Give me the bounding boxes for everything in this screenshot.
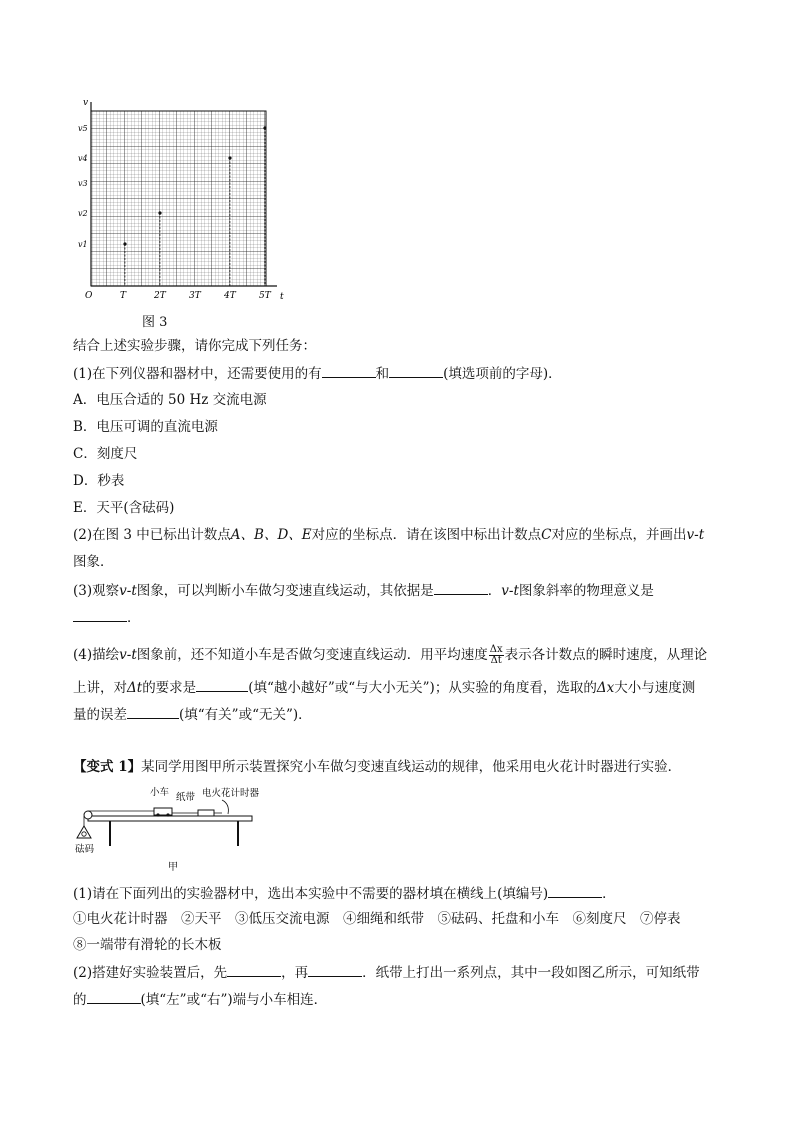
variant-question-1: (1)请在下面列出的实验器材中，选出本实验中不需要的器材填在横线上(填编号) ． xyxy=(73,883,616,904)
figure-jia-caption: 甲 xyxy=(168,862,178,872)
t5-tick: 5T xyxy=(259,291,271,301)
answer-blank[interactable] xyxy=(196,677,248,692)
weight-mass xyxy=(82,832,86,836)
question-2: (2)在图 3 中已标出计数点A、B、D、E对应的坐标点．请在该图中标出计数点C对应的坐标点，并画出v-t xyxy=(73,527,705,543)
question-3: (3)观察v-t图象，可以判断小车做匀变速直线运动，其依据是 ．v-t图象斜率的物理意义是 xyxy=(73,580,654,601)
variant-question-2: (2)搭建好实验装置后，先 ，再 ．纸带上打出一系列点，其中一段如图乙所示，可知纸带 xyxy=(73,962,700,983)
answer-blank[interactable] xyxy=(308,962,362,977)
variant-question-2-cont: 的 (填“左”或“右”)端与小车相连． xyxy=(73,989,327,1010)
answer-blank[interactable] xyxy=(389,363,443,378)
point-a xyxy=(123,242,126,245)
vt-graph xyxy=(72,94,292,306)
option-e: E．天平(含砝码) xyxy=(73,500,175,516)
board xyxy=(88,816,252,821)
figure-caption: 图 3 xyxy=(142,315,168,330)
origin-label: O xyxy=(85,291,93,301)
apparatus-figure xyxy=(72,780,262,872)
intro-text: 结合上述实验步骤，请你完成下列任务： xyxy=(73,338,316,354)
timer-label: 电火花计时器 xyxy=(202,788,260,799)
point-b xyxy=(158,211,161,214)
cart-wheel xyxy=(166,813,169,816)
answer-blank[interactable] xyxy=(548,883,602,898)
pulley xyxy=(84,811,92,819)
point-e xyxy=(263,126,266,129)
t2-tick: 2T xyxy=(154,291,166,301)
v3-tick: v3 xyxy=(78,179,88,188)
equipment-list: ①电火花计时器 ②天平 ③低压交流电源 ④细绳和纸带 ⑤砝码、托盘和小车 ⑥刻度尺 ⑦停表 xyxy=(73,911,681,927)
answer-blank[interactable] xyxy=(227,962,281,977)
v1-tick: v1 xyxy=(78,240,88,249)
question-3-cont: ． xyxy=(73,607,141,628)
t1-tick: T xyxy=(120,291,127,301)
question-4-cont: 上讲，对Δt的要求是 (填“越小越好”或“与大小无关”)；从实验的角度看，选取的Δx大小与速度测 xyxy=(73,677,695,698)
option-b: B．电压可调的直流电源 xyxy=(73,419,218,435)
weight-label: 砝码 xyxy=(75,844,95,855)
option-a: A．电压合适的 50 Hz 交流电源 xyxy=(73,392,267,408)
tape-label: 纸带 xyxy=(176,792,196,803)
t3-tick: 3T xyxy=(189,291,201,301)
t-axis-label: t xyxy=(280,292,284,302)
equipment-list-cont: ⑧一端带有滑轮的长木板 xyxy=(73,937,222,953)
t4-tick: 4T xyxy=(224,291,236,301)
timer xyxy=(198,810,214,816)
graph-grid xyxy=(91,111,266,286)
question-2-cont: 图象． xyxy=(73,554,114,570)
cart-wheel xyxy=(156,813,159,816)
question-1: (1)在下列仪器和器材中，还需要使用的有 和 (填选项前的字母)． xyxy=(73,363,562,384)
v-axis-label: v xyxy=(83,98,89,108)
timer-cable xyxy=(222,800,228,814)
answer-blank[interactable] xyxy=(322,363,376,378)
point-d xyxy=(228,156,231,159)
answer-blank[interactable] xyxy=(87,989,141,1004)
variant-tag: 【变式 1】 xyxy=(73,759,142,775)
answer-blank[interactable] xyxy=(73,607,127,622)
v4-tick: v4 xyxy=(78,154,88,163)
fraction: $\frac{\Delta x}{\Delta t}$ xyxy=(489,644,503,666)
option-c: C．刻度尺 xyxy=(73,446,138,462)
cart xyxy=(154,808,172,815)
question-4: (4)描绘v-t图象前，还不知道小车是否做匀变速直线运动．用平均速度 $\frac{\Delta x}{\Delta t}$ 表示各计数点的瞬时速度，从理论 xyxy=(73,644,708,666)
cart-label: 小车 xyxy=(150,787,170,798)
question-4-cont2: 量的误差 (填“有关”或“无关”)． xyxy=(73,704,312,725)
answer-blank[interactable] xyxy=(127,704,179,719)
answer-blank[interactable] xyxy=(434,580,488,595)
v2-tick: v2 xyxy=(78,209,88,218)
variant-heading: 【变式 1】某同学用图甲所示装置探究小车做匀变速直线运动的规律，他采用电火花计时器进行实验． xyxy=(73,759,682,775)
v5-tick: v5 xyxy=(78,124,88,133)
option-d: D．秒表 xyxy=(73,473,125,489)
